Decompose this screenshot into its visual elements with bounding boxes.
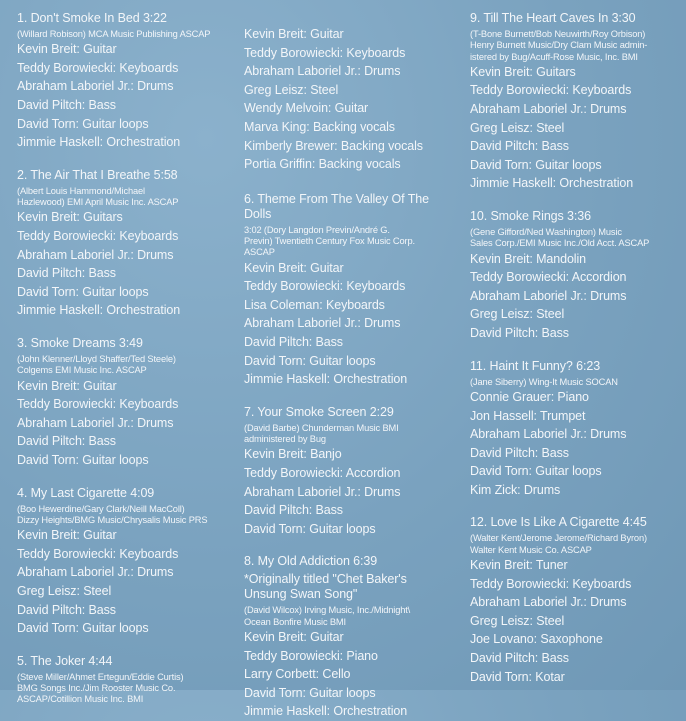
track-credit: Sales Corp./EMI Music Inc./Old Acct. ASCAP bbox=[470, 238, 650, 249]
track-title: 2. The Air That I Breathe 5:58 bbox=[17, 167, 178, 182]
track-4 bbox=[17, 486, 235, 638]
personnel-item: David Piltch: Bass bbox=[244, 503, 343, 518]
personnel-item: Teddy Borowiecki: Accordion bbox=[470, 270, 627, 285]
personnel-item: Kim Zick: Drums bbox=[470, 482, 561, 497]
track-credit: Ocean Bonfire Music BMI bbox=[244, 616, 346, 627]
personnel-item: Abraham Laboriel Jr.: Drums bbox=[470, 427, 627, 442]
track-title: 3. Smoke Dreams 3:49 bbox=[17, 336, 143, 351]
personnel-item: Kevin Breit: Guitar bbox=[244, 27, 344, 41]
personnel-item: Abraham Laboriel Jr.: Drums bbox=[17, 79, 174, 94]
track-credit: ASCAP/Cotillion Music Inc. BMI bbox=[17, 694, 144, 705]
personnel-item: Teddy Borowiecki: Piano bbox=[244, 648, 378, 663]
personnel-item: David Piltch: Bass bbox=[470, 445, 569, 460]
track-12 bbox=[470, 515, 680, 686]
track-credit: Walter Kent Music Co. ASCAP bbox=[470, 544, 592, 555]
track-title: 4. My Last Cigarette 4:09 bbox=[17, 485, 155, 500]
personnel-item: David Piltch: Bass bbox=[244, 335, 343, 350]
personnel-item: Teddy Borowiecki: Keyboards bbox=[244, 45, 406, 60]
track-credit: administered by Bug bbox=[244, 434, 326, 445]
track-1 bbox=[17, 11, 235, 152]
personnel-item: Kevin Breit: Guitars bbox=[17, 210, 123, 225]
personnel-item: David Torn: Guitar loops bbox=[244, 521, 376, 536]
track-credit: istered by Bug/Acuff-Rose Music, Inc. BMI bbox=[470, 51, 638, 62]
track-credit: 3:02 (Dory Langdon Previn/André G. bbox=[244, 224, 390, 235]
column-2 bbox=[244, 25, 454, 721]
track-credit: (Jane Siberry) Wing-It Music SOCAN bbox=[470, 376, 618, 387]
track-title: 5. The Joker 4:44 bbox=[17, 653, 113, 668]
personnel-item: Teddy Borowiecki: Keyboards bbox=[470, 83, 632, 98]
personnel-item: Lisa Coleman: Keyboards bbox=[244, 297, 385, 312]
track-credit: (Steve Miller/Ahmet Ertegun/Eddie Curtis) bbox=[17, 671, 184, 682]
personnel-item: Abraham Laboriel Jr.: Drums bbox=[244, 64, 401, 79]
personnel-item: David Piltch: Bass bbox=[17, 602, 116, 617]
track-11 bbox=[470, 359, 680, 500]
personnel-item: Greg Leisz: Steel bbox=[470, 120, 565, 135]
personnel-item: Jimmie Haskell: Orchestration bbox=[244, 372, 408, 387]
personnel-item: Teddy Borowiecki: Keyboards bbox=[470, 576, 632, 591]
track-credit: (Walter Kent/Jerome Jerome/Richard Byron) bbox=[470, 533, 647, 544]
track-5 bbox=[17, 654, 235, 706]
track-credit: (David Wilcox) Irving Music, Inc./Midnight\ bbox=[244, 605, 411, 616]
track-title: 9. Till The Heart Caves In 3:30 bbox=[470, 11, 636, 25]
personnel-item: Teddy Borowiecki: Keyboards bbox=[17, 546, 179, 561]
personnel-item: Kevin Breit: Guitar bbox=[244, 629, 344, 644]
personnel-item: Jimmie Haskell: Orchestration bbox=[470, 176, 634, 191]
track-5-continued bbox=[244, 25, 454, 174]
track-7 bbox=[244, 405, 454, 539]
personnel-item: David Piltch: Bass bbox=[17, 434, 116, 449]
personnel-item: Teddy Borowiecki: Accordion bbox=[244, 465, 401, 480]
personnel-item: David Torn: Guitar loops bbox=[470, 464, 602, 479]
column-3 bbox=[470, 11, 680, 686]
track-title: 11. Haint It Funny? 6:23 bbox=[470, 358, 601, 373]
personnel-item: Abraham Laboriel Jr.: Drums bbox=[17, 247, 174, 262]
personnel-item: Abraham Laboriel Jr.: Drums bbox=[17, 415, 174, 430]
personnel-item: David Torn: Guitar loops bbox=[244, 353, 376, 368]
personnel-item: Kevin Breit: Guitar bbox=[17, 378, 117, 393]
personnel-item: Connie Grauer: Piano bbox=[470, 389, 589, 404]
track-title: 7. Your Smoke Screen 2:29 bbox=[244, 404, 394, 419]
personnel-item: Kevin Breit: Banjo bbox=[244, 447, 342, 462]
personnel-item: Portia Griffin: Backing vocals bbox=[244, 157, 401, 172]
personnel-item: Jimmie Haskell: Orchestration bbox=[244, 704, 408, 719]
track-title: 10. Smoke Rings 3:36 bbox=[470, 209, 591, 224]
personnel-item: Teddy Borowiecki: Keyboards bbox=[17, 229, 179, 244]
personnel-item: David Piltch: Bass bbox=[470, 651, 569, 666]
personnel-item: Abraham Laboriel Jr.: Drums bbox=[244, 316, 401, 331]
personnel-item: Abraham Laboriel Jr.: Drums bbox=[470, 102, 627, 117]
personnel-item: Teddy Borowiecki: Keyboards bbox=[17, 397, 179, 412]
track-credit: (David Barbe) Chunderman Music BMI bbox=[244, 422, 399, 433]
track-subtitle: Unsung Swan Song" bbox=[244, 587, 358, 602]
track-credit: BMG Songs Inc./Jim Rooster Music Co. bbox=[17, 683, 176, 694]
personnel-item: Kimberly Brewer: Backing vocals bbox=[244, 138, 423, 153]
personnel-item: David Torn: Guitar loops bbox=[17, 452, 149, 467]
personnel-item: Jon Hassell: Trumpet bbox=[470, 408, 586, 423]
personnel-item: David Torn: Guitar loops bbox=[17, 284, 149, 299]
track-3 bbox=[17, 336, 235, 470]
personnel-item: Kevin Breit: Guitar bbox=[17, 528, 117, 543]
personnel-item: Abraham Laboriel Jr.: Drums bbox=[470, 595, 627, 610]
track-2 bbox=[17, 168, 235, 320]
track-credit: (T-Bone Burnett/Bob Neuwirth/Roy Orbison) bbox=[470, 29, 646, 39]
personnel-item: Marva King: Backing vocals bbox=[244, 119, 395, 134]
personnel-item: Kevin Breit: Mandolin bbox=[470, 251, 587, 266]
track-credit: (Albert Louis Hammond/Michael bbox=[17, 185, 145, 196]
personnel-item: Greg Leisz: Steel bbox=[470, 613, 565, 628]
personnel-item: David Torn: Guitar loops bbox=[17, 116, 149, 131]
track-6 bbox=[244, 192, 454, 389]
track-credit: Henry Burnett Music/Dry Clam Music admin- bbox=[470, 40, 648, 51]
personnel-item: Greg Leisz: Steel bbox=[17, 583, 112, 598]
personnel-item: David Piltch: Bass bbox=[17, 266, 116, 281]
personnel-item: Abraham Laboriel Jr.: Drums bbox=[470, 288, 627, 303]
track-credit: Dizzy Heights/BMG Music/Chrysalis Music PRS bbox=[17, 514, 208, 525]
personnel-item: Greg Leisz: Steel bbox=[244, 82, 339, 97]
personnel-item: Abraham Laboriel Jr.: Drums bbox=[17, 565, 174, 580]
personnel-item: Teddy Borowiecki: Keyboards bbox=[17, 60, 179, 75]
personnel-item: Jimmie Haskell: Orchestration bbox=[17, 303, 181, 318]
personnel-item: David Piltch: Bass bbox=[470, 139, 569, 154]
column-1 bbox=[17, 11, 235, 706]
personnel-item: Teddy Borowiecki: Keyboards bbox=[244, 279, 406, 294]
track-credit: Hazlewood) EMI April Music Inc. ASCAP bbox=[17, 197, 179, 208]
personnel-item: Kevin Breit: Guitars bbox=[470, 64, 576, 79]
track-credit: Previn) Twentieth Century Fox Music Corp. bbox=[244, 236, 415, 247]
personnel-item: Jimmie Haskell: Orchestration bbox=[17, 135, 181, 150]
track-credit: ASCAP bbox=[244, 247, 275, 258]
track-title: 12. Love Is Like A Cigarette 4:45 bbox=[470, 515, 647, 530]
track-subtitle: *Originally titled "Chet Baker's bbox=[244, 572, 407, 587]
track-title: 8. My Old Addiction 6:39 bbox=[244, 554, 378, 569]
personnel-item: David Torn: Guitar loops bbox=[470, 157, 602, 172]
personnel-item: David Torn: Guitar loops bbox=[17, 621, 149, 636]
personnel-item: Abraham Laboriel Jr.: Drums bbox=[244, 484, 401, 499]
personnel-item: David Piltch: Bass bbox=[17, 98, 116, 113]
track-8 bbox=[244, 554, 454, 721]
track-9 bbox=[470, 11, 680, 193]
track-credit: (Boo Hewerdine/Gary Clark/Neill MacColl) bbox=[17, 503, 185, 514]
track-title: 1. Don't Smoke In Bed 3:22 bbox=[17, 11, 167, 25]
personnel-item: Kevin Breit: Tuner bbox=[470, 558, 568, 573]
track-credit: (Gene Gifford/Ned Washington) Music bbox=[470, 227, 622, 238]
personnel-item: Greg Leisz: Steel bbox=[470, 307, 565, 322]
track-credit: (John Klenner/Lloyd Shaffer/Ted Steele) bbox=[17, 354, 176, 365]
track-10 bbox=[470, 209, 680, 343]
personnel-item: Larry Corbett: Cello bbox=[244, 667, 351, 682]
personnel-item: Joe Lovano: Saxophone bbox=[470, 632, 603, 647]
personnel-item: Kevin Breit: Guitar bbox=[17, 42, 117, 57]
personnel-item: Wendy Melvoin: Guitar bbox=[244, 101, 369, 116]
track-credit: Colgems EMI Music Inc. ASCAP bbox=[17, 365, 147, 376]
track-credit: (Willard Robison) MCA Music Publishing ASCAP bbox=[17, 29, 211, 39]
personnel-item: David Torn: Kotar bbox=[470, 669, 565, 684]
track-title: 6. Theme From The Valley Of The Dolls bbox=[244, 191, 429, 221]
personnel-item: David Torn: Guitar loops bbox=[244, 685, 376, 700]
personnel-item: David Piltch: Bass bbox=[470, 326, 569, 341]
personnel-item: Kevin Breit: Guitar bbox=[244, 260, 344, 275]
